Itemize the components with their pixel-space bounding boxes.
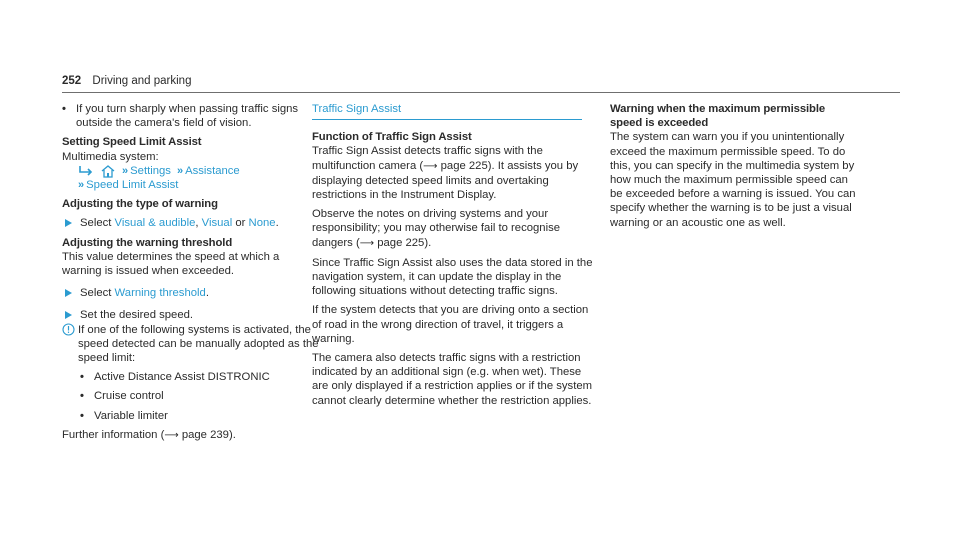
step-triangle-icon	[62, 308, 80, 322]
bullet-icon: •	[80, 390, 84, 403]
option-none: None	[248, 217, 276, 230]
bullet-icon: •	[62, 103, 66, 115]
double-chevron-icon: »	[176, 164, 182, 177]
step-select-threshold: Select Warning threshold.	[62, 286, 320, 300]
path-settings: Settings	[130, 164, 171, 177]
system-item: Active Distance Assist DISTRONIC	[94, 371, 270, 384]
select-label: Select	[80, 217, 112, 230]
paragraph: The camera also detects traffic signs with a restriction indicated by an additional sign (e.g. when wet). These are only displayed if a restriction applies or if the system cannot clearly determine whether the restriction applies.	[312, 352, 593, 407]
bullet-icon: •	[80, 371, 84, 384]
page-number: 252	[62, 75, 82, 87]
section-title: Traffic Sign Assist	[312, 102, 582, 120]
bullet-text: If you turn sharply when passing traffic signs outside the camera's field of vision.	[76, 103, 299, 130]
option-visual-audible: Visual & audible	[114, 217, 196, 230]
further-information	[62, 428, 320, 443]
option-warning-threshold: Warning threshold	[114, 287, 206, 300]
multimedia-label: Multimedia system:	[62, 150, 159, 163]
paragraph: If the system detects that you are driving onto a section of road in the wrong direction of travel, it triggers a warning.	[312, 304, 589, 345]
step-triangle-icon	[62, 216, 80, 230]
system-item: Cruise control	[94, 390, 164, 403]
list-item	[62, 102, 320, 130]
step-triangle-icon	[62, 286, 80, 300]
threshold-heading: Adjusting the warning threshold	[62, 236, 233, 249]
setting-speed-limit-heading: Setting Speed Limit Assist	[62, 136, 202, 149]
page-reference-link[interactable]: page 225	[377, 236, 425, 249]
warning-exceeded-heading: Warning when the maximum permissible speed is exceeded	[610, 103, 826, 130]
header-divider	[62, 92, 900, 93]
function-heading: Function of Traffic Sign Assist	[312, 131, 472, 144]
column-right	[610, 102, 860, 230]
page-ref-arrow-icon: ⟶	[423, 160, 438, 172]
column-left	[62, 102, 320, 443]
page-ref-arrow-icon: ⟶	[164, 429, 179, 441]
list-item	[62, 409, 320, 423]
select-label: Select	[80, 287, 112, 300]
list-item	[62, 370, 320, 384]
chapter-title: Driving and parking	[92, 75, 192, 87]
set-speed-text: Set the desired speed.	[80, 309, 194, 322]
paragraph: Observe the notes on driving systems and your responsibility; you may otherwise fail to recognise dangers (⟶ page 225).	[312, 208, 561, 249]
paragraph: Since Traffic Sign Assist also uses the data stored in the navigation system, it can update the display in the following situations without detecting traffic signs.	[312, 256, 593, 298]
step-set-speed	[62, 308, 320, 322]
further-info-prefix: Further information (	[62, 428, 165, 441]
path-arrow-icon	[78, 165, 94, 177]
note-text: If one of the following systems is activated, the speed detected can be manually adopted as the speed limit:	[78, 323, 319, 365]
note-row	[62, 323, 320, 366]
page-reference-link[interactable]: page 225	[440, 159, 488, 172]
path-speed-limit-assist: Speed Limit Assist	[86, 179, 179, 192]
info-note-icon	[62, 323, 78, 337]
system-item: Variable limiter	[94, 409, 168, 422]
page-header	[62, 74, 900, 93]
path-assistance: Assistance	[185, 164, 240, 177]
paragraph: The system can warn you if you unintentionally exceed the maximum permissible speed. To do this, you can specify in the multimedia system by how much the maximum permissible speed can be exceeded before a warning is issued. You can specify whether the warning is to be just a visual warning or an acoustic one as well.	[610, 131, 856, 229]
menu-path	[62, 164, 320, 192]
home-icon	[100, 164, 116, 178]
option-visual: Visual	[201, 217, 233, 230]
paragraph: Traffic Sign Assist detects traffic signs with the multifunction camera (⟶ page 225). It assists you by displaying detected speed limits and overtaking restrictions in the Instrument Display.	[312, 145, 579, 202]
bullet-icon: •	[80, 409, 84, 422]
page-ref-arrow-icon: ⟶	[359, 237, 375, 249]
list-item	[62, 389, 320, 403]
double-chevron-icon: »	[122, 164, 127, 177]
step-select-warning-type: Select Visual & audible, Visual or None.	[62, 216, 320, 230]
double-chevron-icon: »	[78, 179, 83, 192]
warning-type-heading: Adjusting the type of warning	[62, 198, 218, 211]
column-middle	[312, 102, 597, 408]
page-reference-link[interactable]: page 239	[181, 428, 229, 441]
further-info-suffix: ).	[228, 428, 236, 441]
threshold-description: This value determines the speed at which a warning is issued when exceeded.	[62, 250, 280, 278]
or-word: or	[235, 217, 246, 230]
